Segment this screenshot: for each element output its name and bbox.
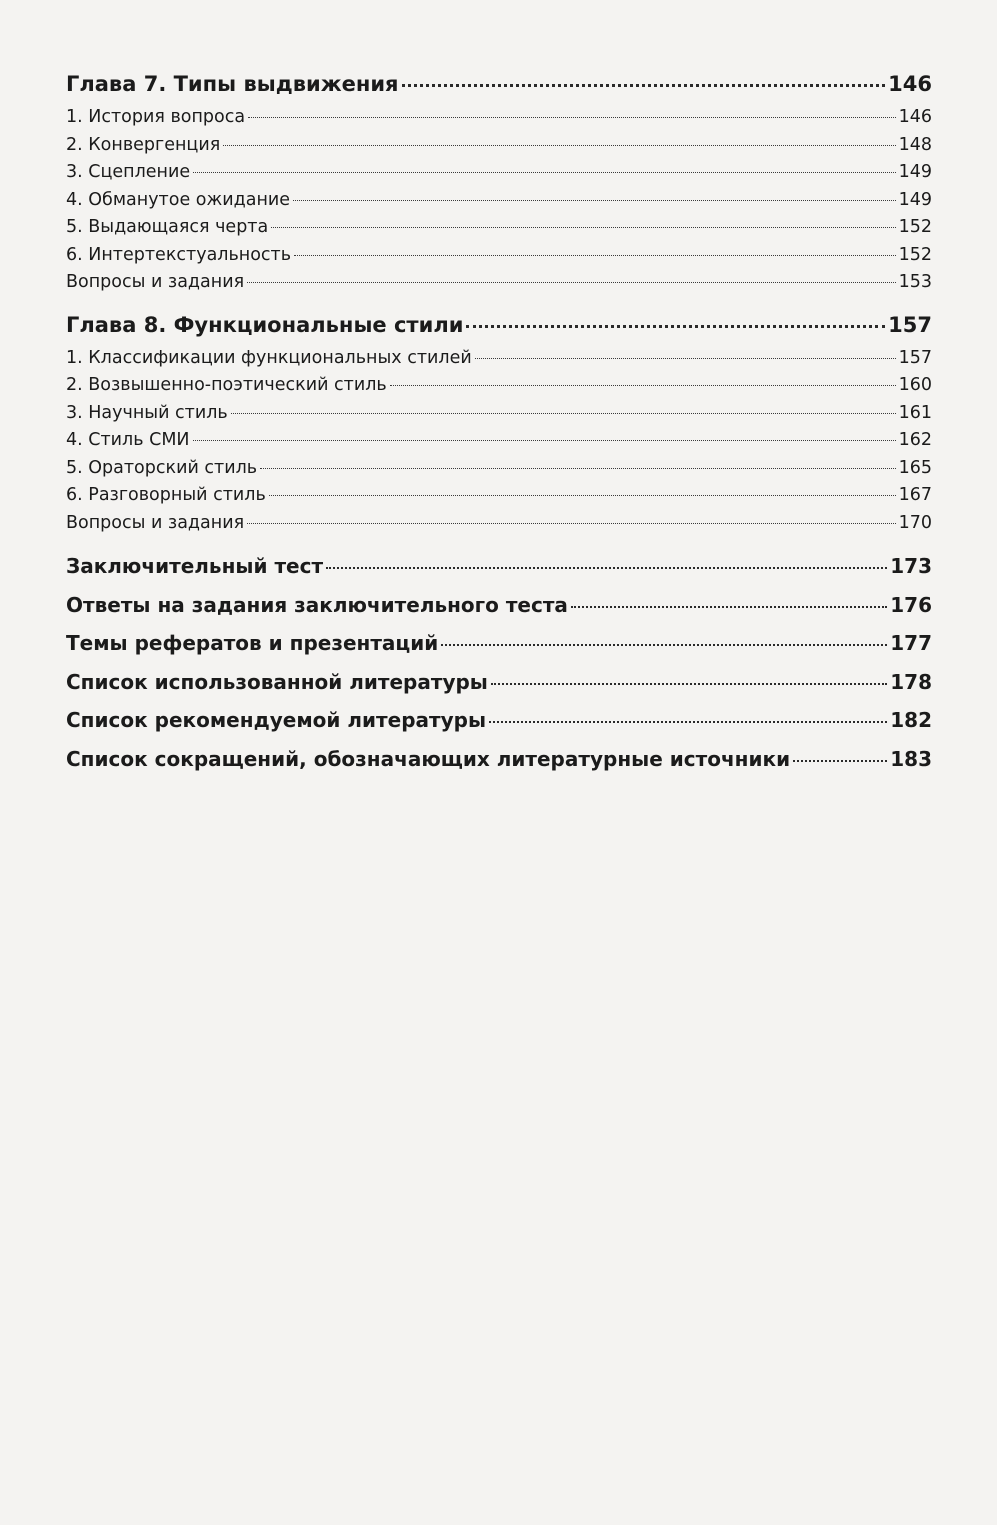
page-number: 177 <box>890 631 932 655</box>
toc-chapter-7[interactable] <box>66 66 932 102</box>
dot-leader <box>294 255 896 256</box>
toc-item[interactable] <box>66 104 932 132</box>
item-title: 4. Обманутое ожидание <box>66 189 291 210</box>
item-title: 2. Возвышенно-поэтический стиль <box>66 375 387 395</box>
page-number: 165 <box>898 457 932 478</box>
dot-leader <box>231 413 896 414</box>
dot-leader <box>793 760 887 762</box>
dot-leader <box>390 385 896 386</box>
toc-item[interactable] <box>66 345 932 373</box>
section-title: Список использованной литературы <box>66 669 488 694</box>
toc-item[interactable] <box>66 132 932 160</box>
section-title: Темы рефератов и презентаций <box>66 631 439 655</box>
item-title: 6. Интертекстуальность <box>66 244 292 265</box>
toc-item[interactable] <box>66 159 932 187</box>
toc-item[interactable] <box>66 427 932 455</box>
toc-section-abbreviations[interactable] <box>66 740 932 779</box>
toc-section-answers[interactable] <box>66 586 932 625</box>
page-number: 157 <box>888 312 932 337</box>
page-number: 161 <box>898 402 932 423</box>
toc-item[interactable] <box>66 269 932 297</box>
section-title: Список рекомендуемой литературы <box>66 708 487 732</box>
page-number: 176 <box>890 592 932 617</box>
toc-item[interactable] <box>66 187 932 215</box>
page-number: 173 <box>890 554 932 578</box>
section-title: Заключительный тест <box>66 554 324 578</box>
dot-leader <box>247 523 895 524</box>
page-number: 149 <box>898 189 932 210</box>
dot-leader <box>475 358 896 359</box>
dot-leader <box>441 644 887 646</box>
page-number: 146 <box>898 107 932 127</box>
toc-section-references-used[interactable] <box>66 663 932 702</box>
toc-section-final-test[interactable] <box>66 547 932 586</box>
toc-section-essay-topics[interactable] <box>66 624 932 663</box>
page-number: 148 <box>898 134 932 155</box>
page-number: 149 <box>898 162 932 182</box>
item-title: 1. Классификации функциональных стилей <box>66 347 472 368</box>
page-number: 157 <box>898 347 932 368</box>
dot-leader <box>489 721 887 723</box>
toc-item[interactable] <box>66 400 932 428</box>
dot-leader <box>223 145 895 146</box>
item-title: 2. Конвергенция <box>66 134 221 155</box>
item-title: Вопросы и задания <box>66 512 245 533</box>
page-number: 146 <box>888 72 932 96</box>
item-title: 3. Сцепление <box>66 162 191 182</box>
dot-leader <box>466 325 885 328</box>
toc-item[interactable] <box>66 372 932 400</box>
dot-leader <box>293 200 896 201</box>
dot-leader <box>326 567 887 569</box>
item-title: 4. Стиль СМИ <box>66 430 190 450</box>
page-number: 152 <box>898 217 932 237</box>
item-title: 6. Разговорный стиль <box>66 485 266 505</box>
dot-leader <box>269 495 896 496</box>
page-number: 183 <box>890 746 932 771</box>
page-number: 153 <box>898 272 932 292</box>
dot-leader <box>260 468 896 469</box>
dot-leader <box>271 227 895 228</box>
page-number: 160 <box>898 375 932 395</box>
page-number: 178 <box>890 669 932 694</box>
toc-item[interactable] <box>66 510 932 538</box>
chapter-title: Глава 8. Функциональные стили <box>66 312 464 337</box>
item-title: 1. История вопроса <box>66 107 246 127</box>
item-title: 3. Научный стиль <box>66 402 228 423</box>
section-title: Ответы на задания заключительного теста <box>66 592 568 617</box>
item-title: 5. Выдающаяся черта <box>66 217 269 237</box>
dot-leader <box>193 172 895 173</box>
item-title: 5. Ораторский стиль <box>66 457 258 478</box>
toc-item[interactable] <box>66 242 932 270</box>
page-number: 152 <box>898 244 932 265</box>
page-number: 162 <box>898 430 932 450</box>
page-number: 182 <box>890 708 932 732</box>
toc-item[interactable] <box>66 214 932 242</box>
chapter-title: Глава 7. Типы выдвижения <box>66 72 399 96</box>
toc-item[interactable] <box>66 482 932 510</box>
page-number: 167 <box>898 485 932 505</box>
section-title: Список сокращений, обозначающих литературные источники <box>66 746 791 771</box>
dot-leader <box>402 84 886 87</box>
toc-item[interactable] <box>66 455 932 483</box>
dot-leader <box>571 606 887 608</box>
dot-leader <box>248 117 896 118</box>
dot-leader <box>491 683 887 685</box>
table-of-contents <box>66 66 932 778</box>
dot-leader <box>193 440 896 441</box>
page-number: 170 <box>898 512 932 533</box>
toc-chapter-8[interactable] <box>66 307 932 343</box>
dot-leader <box>247 282 895 283</box>
item-title: Вопросы и задания <box>66 272 245 292</box>
toc-section-references-recommended[interactable] <box>66 701 932 740</box>
